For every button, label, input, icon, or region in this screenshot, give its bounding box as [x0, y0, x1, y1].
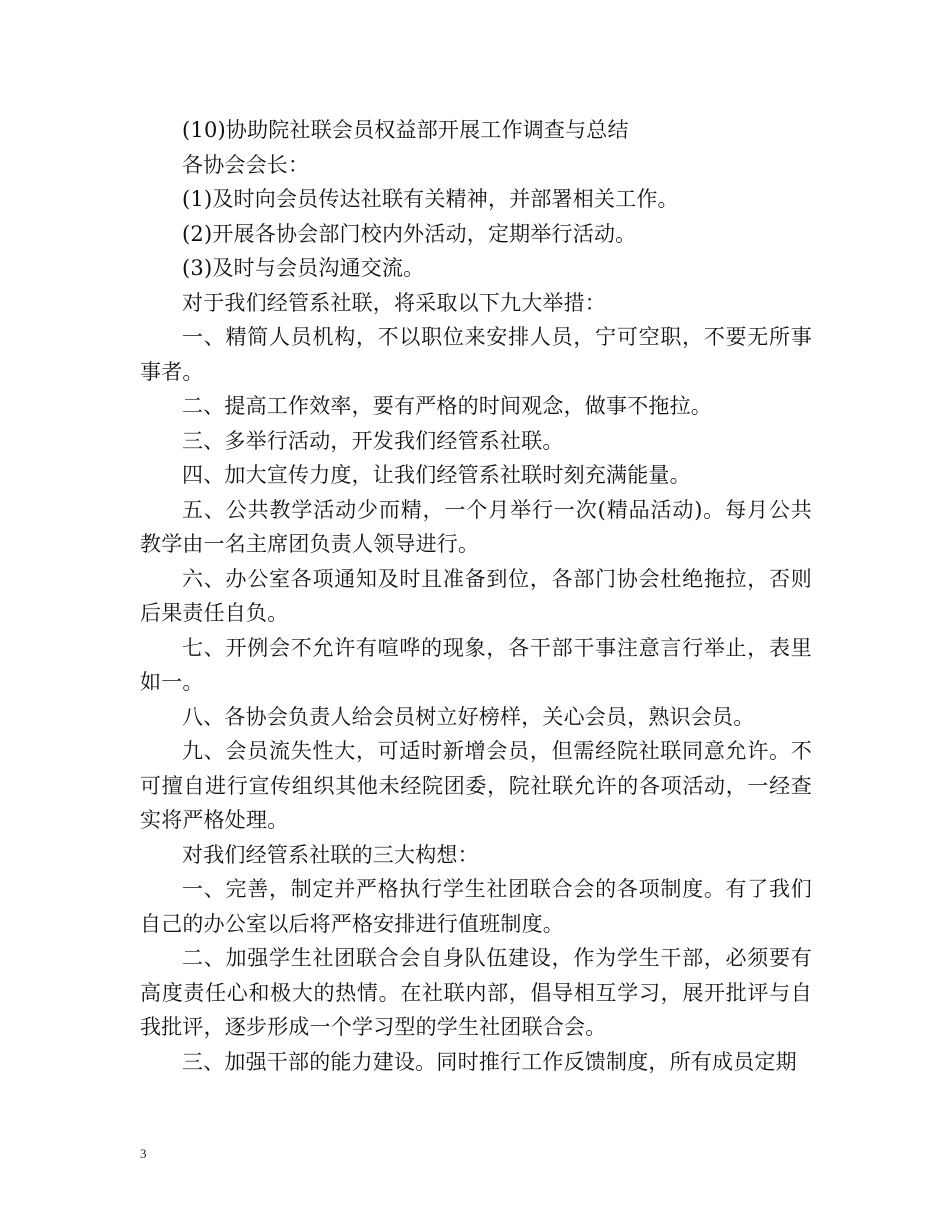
- paragraph: (10)协助院社联会员权益部开展工作调查与总结: [182, 118, 629, 142]
- paragraph: (2)开展各协会部门校内外活动，定期举行活动。: [182, 221, 637, 246]
- paragraph: 各协会会长：: [182, 152, 310, 177]
- paragraph: 四、加大宣传力度，让我们经管系社联时刻充满能量。: [182, 463, 691, 487]
- paragraph: 一、精简人员机构，不以职位来安排人员，宁可空职，不要无所事事者。: [140, 325, 812, 384]
- paragraph: 六、办公室各项通知及时且准备到位，各部门协会杜绝拖拉，否则后果责任自负。: [140, 566, 812, 625]
- paragraph: (1)及时向会员传达社联有关精神，并部署相关工作。: [182, 187, 679, 211]
- paragraph: (3)及时与会员沟通交流。: [182, 256, 425, 280]
- paragraph: 二、提高工作效率，要有严格的时间观念，做事不拖拉。: [182, 394, 712, 418]
- paragraph: 七、开例会不允许有喧哗的现象，各干部干事注意言行举止，表里如一。: [140, 635, 812, 694]
- paragraph: 五、公共教学活动少而精，一个月举行一次(精品活动)。每月公共教学由一名主席团负责人领导进行。: [140, 497, 812, 556]
- paragraph: 二、加强学生社团联合会自身队伍建设，作为学生干部，必须要有高度责任心和极大的热情。在社联内部，倡导相互学习，展开批评与自我批评，逐步形成一个学习型的学生社团联合会。: [140, 946, 812, 1039]
- paragraph: 八、各协会负责人给会员树立好榜样，关心会员，熟识会员。: [182, 704, 755, 729]
- paragraph: 对我们经管系社联的三大构想：: [182, 842, 479, 867]
- paragraph: 三、加强干部的能力建设。同时推行工作反馈制度，所有成员定期: [182, 1049, 797, 1074]
- paragraph: 三、多举行活动，开发我们经管系社联。: [182, 428, 564, 453]
- paragraph: 一、完善，制定并严格执行学生社团联合会的各项制度。有了我们自己的办公室以后将严格安排进行值班制度。: [140, 877, 812, 936]
- paragraph: 对于我们经管系社联，将采取以下九大举措：: [182, 290, 606, 315]
- paragraph: 九、会员流失性大，可适时新增会员，但需经院社联同意允许。不可擅自进行宣传组织其他未经院团委，院社联允许的各项活动，一经查实将严格处理。: [140, 739, 812, 832]
- document-body: [140, 113, 812, 1079]
- page-number: 3: [140, 1146, 147, 1161]
